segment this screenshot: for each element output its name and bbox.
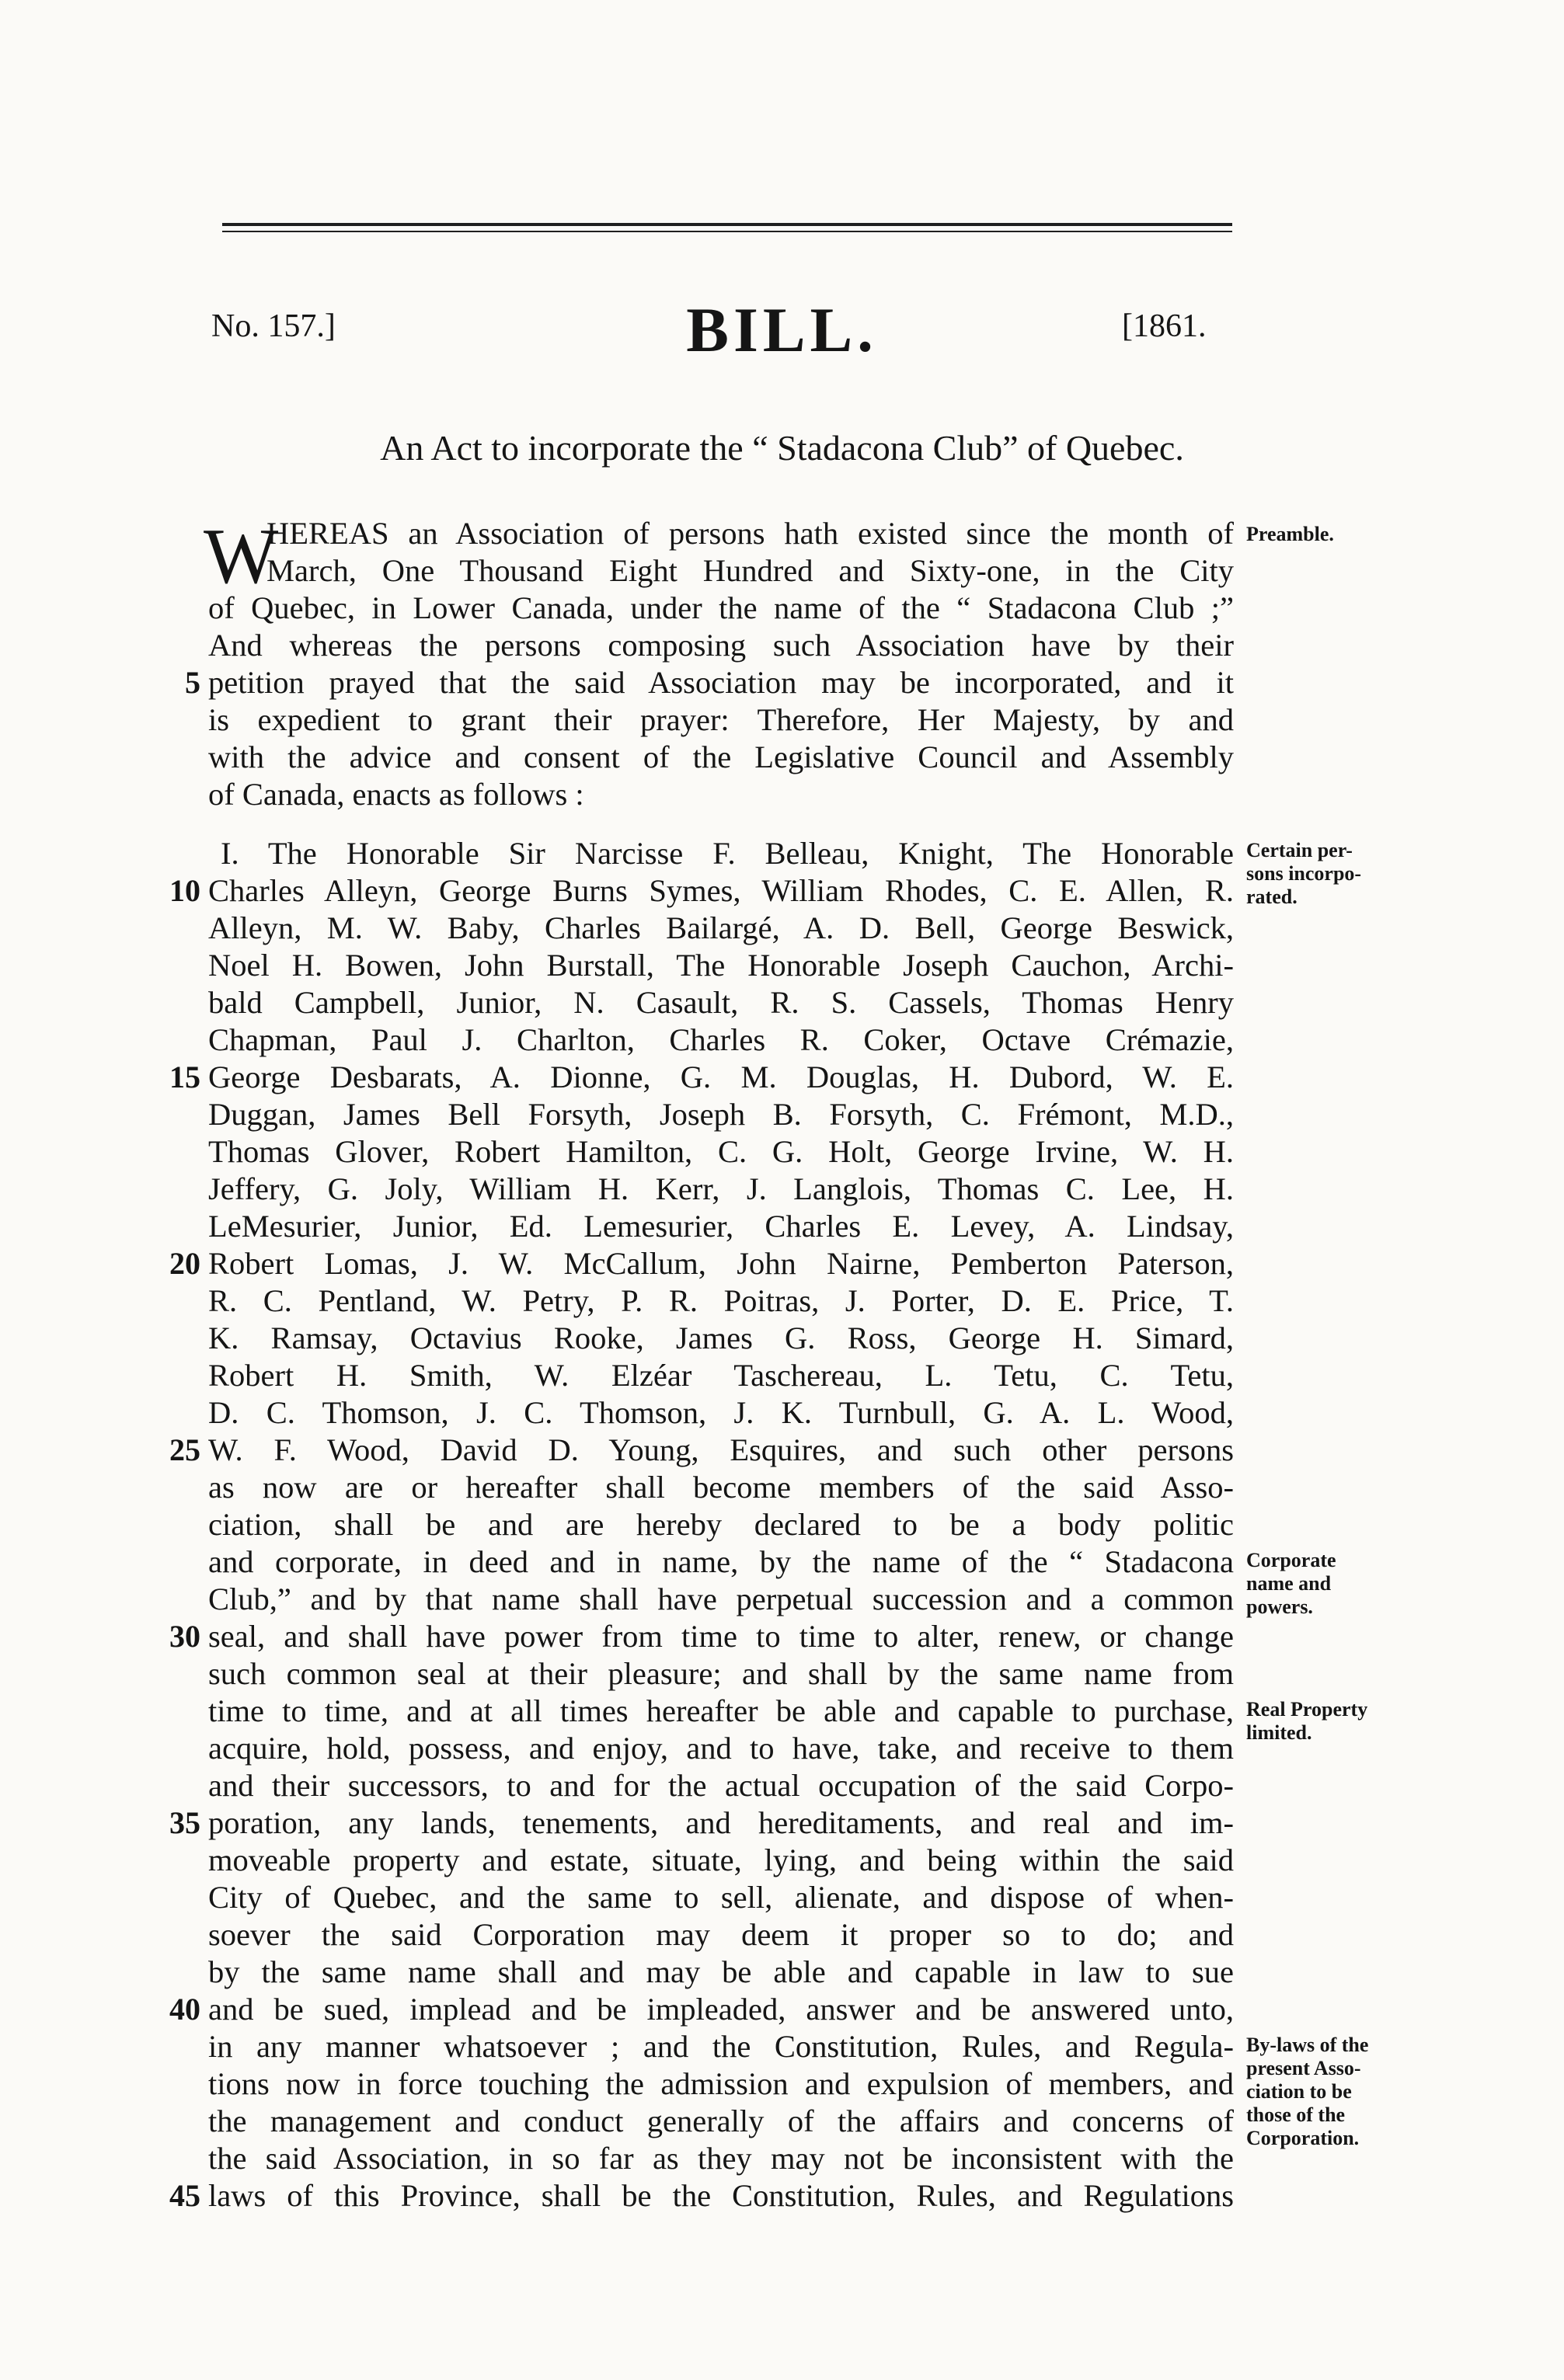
section-line: moveable property and estate, situate, lying, and being within the said — [208, 1842, 1234, 1877]
margin-note-line: Certain per- — [1246, 839, 1353, 861]
section-line: Thomas Glover, Robert Hamilton, C. G. Holt, George Irvine, W. H. — [208, 1134, 1234, 1169]
section-line: Robert H. Smith, W. Elzéar Taschereau, L. Tetu, C. Tetu, — [208, 1358, 1234, 1393]
page-title: BILL. — [686, 294, 878, 365]
header-rule-thin — [222, 231, 1232, 232]
line-number: 10 — [169, 873, 200, 908]
header-rule-thick — [222, 223, 1232, 226]
line-number: 45 — [169, 2178, 200, 2213]
margin-note-bylaws — [1246, 2034, 1495, 2150]
section-line: the management and conduct generally of the affairs and concerns of — [208, 2103, 1234, 2138]
margin-note-real-property — [1246, 1698, 1495, 1745]
section-line: laws of this Province, shall be the Constitution, Rules, and Regulations — [208, 2178, 1234, 2213]
section-line: George Desbarats, A. Dionne, G. M. Douglas, H. Dubord, W. E. — [208, 1060, 1234, 1094]
preamble-line: is expedient to grant their prayer: Therefore, Her Majesty, by and — [208, 702, 1234, 737]
line-number: 5 — [185, 665, 200, 700]
section-line: Robert Lomas, J. W. McCallum, John Nairne, Pemberton Paterson, — [208, 1246, 1234, 1281]
margin-note-line: rated. — [1246, 886, 1298, 908]
line-number: 15 — [169, 1060, 200, 1094]
margin-note-line: limited. — [1246, 1721, 1312, 1744]
section-line: Jeffery, G. Joly, William H. Kerr, J. Langlois, Thomas C. Lee, H. — [208, 1171, 1234, 1206]
preamble-dropcap: W — [204, 513, 279, 600]
margin-note-line: name and — [1246, 1572, 1332, 1595]
section-line: by the same name shall and may be able and capable in law to sue — [208, 1954, 1234, 1989]
line-number: 30 — [169, 1619, 200, 1654]
margin-note-corporate-name — [1246, 1549, 1495, 1619]
section-line: the said Association, in so far as they may not be inconsistent with the — [208, 2141, 1234, 2176]
margin-note-line: those of the — [1246, 2103, 1346, 2126]
line-number: 40 — [169, 1992, 200, 2027]
preamble-line: with the advice and consent of the Legislative Council and Assembly — [208, 739, 1234, 774]
margin-note-line: Corporate — [1246, 1549, 1336, 1571]
section-line: tions now in force touching the admission and expulsion of members, and — [208, 2066, 1234, 2101]
section-line: ciation, shall be and are hereby declared to be a body politic — [208, 1507, 1234, 1542]
preamble-line: And whereas the persons composing such Association have by their — [208, 628, 1234, 663]
section-line: D. C. Thomson, J. C. Thomson, J. K. Turnbull, G. A. L. Wood, — [208, 1395, 1234, 1430]
section-line: such common seal at their pleasure; and shall by the same name from — [208, 1656, 1234, 1691]
section-line: Duggan, James Bell Forsyth, Joseph B. Forsyth, C. Frémont, M.D., — [208, 1097, 1234, 1132]
section-line: Chapman, Paul J. Charlton, Charles R. Coker, Octave Crémazie, — [208, 1022, 1234, 1057]
section-line: Club,” and by that name shall have perpetual succession and a common — [208, 1581, 1234, 1616]
act-title: An Act to incorporate the “ Stadacona Club” of Quebec. — [380, 428, 1184, 468]
section-line: City of Quebec, and the same to sell, alienate, and dispose of when- — [208, 1880, 1234, 1915]
line-number: 20 — [169, 1246, 200, 1281]
section-line: and their successors, to and for the actual occupation of the said Corpo- — [208, 1768, 1234, 1803]
margin-note-line: By-laws of the — [1246, 2034, 1369, 2056]
section-line: Charles Alleyn, George Burns Symes, William Rhodes, C. E. Allen, R. — [208, 873, 1234, 908]
line-number: 35 — [169, 1805, 200, 1840]
section-line: Alleyn, M. W. Baby, Charles Bailargé, A. D. Bell, George Beswick, — [208, 910, 1234, 945]
margin-note-line: Corporation. — [1246, 2127, 1360, 2149]
preamble-line: petition prayed that the said Association may be incorporated, and it — [208, 665, 1234, 700]
section-line: in any manner whatsoever ; and the Constitution, Rules, and Regula- — [208, 2029, 1234, 2064]
margin-note-line: powers. — [1246, 1595, 1313, 1618]
section-line: R. C. Pentland, W. Petry, P. R. Poitras, J. Porter, D. E. Price, T. — [208, 1283, 1234, 1318]
section-line: soever the said Corporation may deem it proper so to do; and — [208, 1917, 1234, 1952]
bill-year: [1861. — [1122, 308, 1207, 344]
section-line: seal, and shall have power from time to time to alter, renew, or change — [208, 1619, 1234, 1654]
section-line: and corporate, in deed and in name, by the name of the “ Stadacona — [208, 1544, 1234, 1579]
preamble-line: March, One Thousand Eight Hundred and Sixty-one, in the City — [266, 553, 1234, 588]
margin-note-preamble: Preamble. — [1246, 523, 1334, 545]
section-line: LeMesurier, Junior, Ed. Lemesurier, Charles E. Levey, A. Lindsay, — [208, 1209, 1234, 1244]
section-first-line: I. The Honorable Sir Narcisse F. Belleau, Knight, The Honorable — [221, 836, 1234, 871]
preamble-first-line: HEREAS an Association of persons hath existed since the month of — [266, 516, 1234, 551]
section-line: poration, any lands, tenements, and hereditaments, and real and im- — [208, 1805, 1234, 1840]
section-line: W. F. Wood, David D. Young, Esquires, and such other persons — [208, 1432, 1234, 1467]
section-line: Noel H. Bowen, John Burstall, The Honorable Joseph Cauchon, Archi- — [208, 948, 1234, 983]
preamble-line: of Quebec, in Lower Canada, under the name of the “ Stadacona Club ;” — [208, 590, 1234, 625]
margin-note-line: Real Property — [1246, 1698, 1368, 1721]
margin-note-certain-persons — [1246, 839, 1495, 909]
section-line: acquire, hold, possess, and enjoy, and to have, take, and receive to them — [208, 1731, 1234, 1766]
section-line: bald Campbell, Junior, N. Casault, R. S. Cassels, Thomas Henry — [208, 985, 1234, 1020]
margin-note-line: sons incorpo- — [1246, 862, 1362, 885]
bill-number: No. 157.] — [211, 308, 336, 344]
preamble-line: of Canada, enacts as follows : — [208, 777, 584, 812]
section-line: time to time, and at all times hereafter be able and capable to purchase, — [208, 1693, 1234, 1728]
margin-note-line: ciation to be — [1246, 2080, 1352, 2103]
margin-note-line: present Asso- — [1246, 2057, 1361, 2079]
section-line: and be sued, implead and be impleaded, answer and be answered unto, — [208, 1992, 1234, 2027]
section-line: as now are or hereafter shall become members of the said Asso- — [208, 1470, 1234, 1505]
line-number: 25 — [169, 1432, 200, 1467]
section-line: K. Ramsay, Octavius Rooke, James G. Ross, George H. Simard, — [208, 1320, 1234, 1355]
